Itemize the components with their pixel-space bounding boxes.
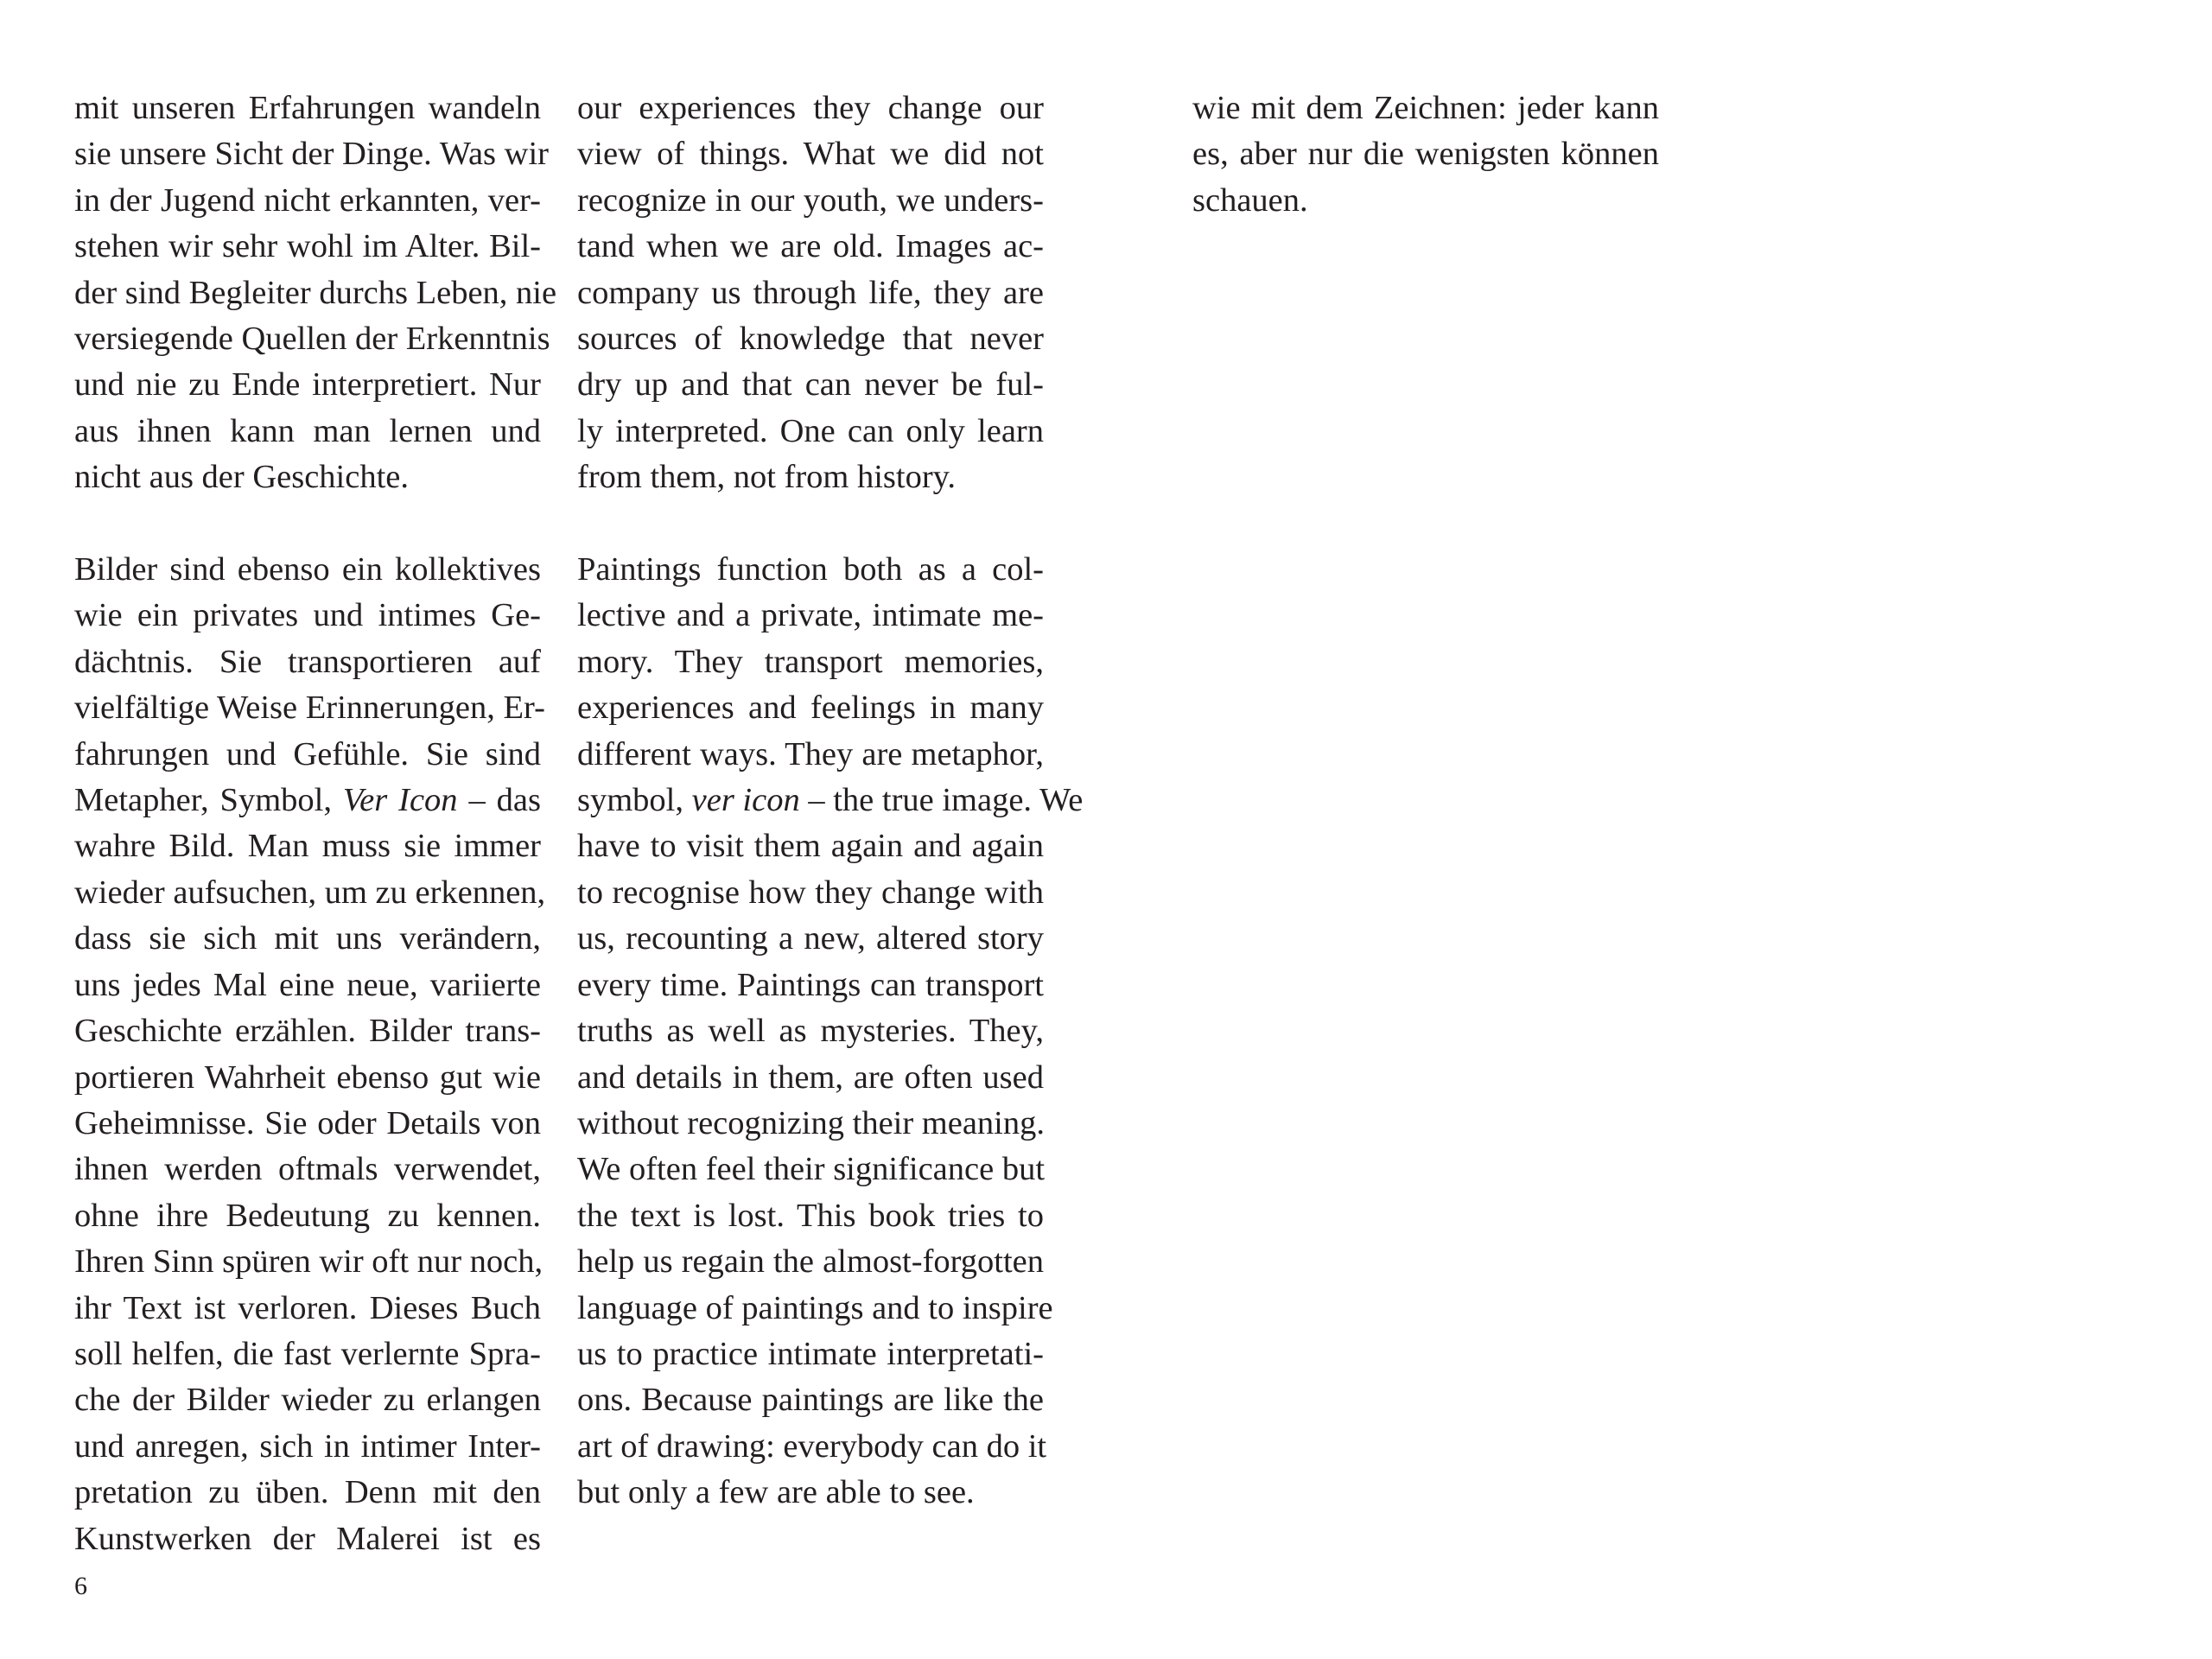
text-segment: Metapher, Symbol, — [74, 782, 343, 819]
text-line: us to practice intimate interpretati- — [577, 1335, 1044, 1372]
text-line: che der Bilder wieder zu erlangen — [74, 1382, 541, 1419]
text-line: wieder aufsuchen, um zu erkennen, — [74, 874, 546, 911]
german-text-column — [74, 86, 557, 1562]
text-line-with-italic — [577, 778, 1084, 823]
text-line: art of drawing: everybody can do it — [577, 1427, 1047, 1465]
text-line: ly interpreted. One can only learn — [577, 412, 1044, 449]
text-line: es, aber nur die wenigsten können — [1192, 136, 1659, 173]
german-paragraph-1 — [74, 86, 557, 501]
text-line: ohne ihre Bedeutung zu kennen. — [74, 1197, 541, 1234]
text-line: help us regain the almost-forgotten — [577, 1243, 1044, 1281]
german-paragraph-2 — [74, 547, 546, 1562]
german-continuation-column — [1192, 86, 1659, 224]
text-line: Geheimnisse. Sie oder Details von — [74, 1104, 541, 1141]
text-line: sie unsere Sicht der Dinge. Was wir — [74, 136, 549, 173]
text-line: ihnen werden oftmals verwendet, — [74, 1151, 541, 1188]
text-line: We often feel their significance but — [577, 1151, 1046, 1188]
text-line: our experiences they change our — [577, 90, 1044, 126]
italic-term: ver icon — [691, 782, 800, 819]
text-line: der sind Begleiter durchs Leben, nie — [74, 274, 557, 311]
text-line: sources of knowledge that never — [577, 321, 1044, 358]
text-line: und anregen, sich in intimer Inter- — [74, 1427, 541, 1465]
text-line: in der Jugend nicht erkannten, ver- — [74, 181, 541, 219]
text-line: dächtnis. Sie transportieren auf — [74, 643, 541, 680]
text-line: Ihren Sinn spüren wir oft nur noch, — [74, 1243, 543, 1281]
text-line: wahre Bild. Man muss sie immer — [74, 828, 541, 865]
text-line: company us through life, they are — [577, 274, 1044, 311]
text-line: view of things. What we did not — [577, 136, 1044, 173]
text-segment: – das — [457, 782, 541, 819]
text-line: stehen wir sehr wohl im Alter. Bil- — [74, 228, 541, 265]
text-line: the text is lost. This book tries to — [577, 1197, 1044, 1234]
text-line: ihr Text ist verloren. Dieses Buch — [74, 1289, 541, 1326]
text-line: experiences and feelings in many — [577, 690, 1044, 727]
text-line: schauen. — [1192, 181, 1308, 219]
text-line: nicht aus der Geschichte. — [74, 459, 409, 496]
text-line: Bilder sind ebenso ein kollektives — [74, 551, 541, 588]
text-segment: symbol, — [577, 782, 692, 819]
text-line: aus ihnen kann man lernen und — [74, 412, 541, 449]
text-line: truths as well as mysteries. They, — [577, 1013, 1044, 1050]
text-line: tand when we are old. Images ac- — [577, 228, 1044, 265]
text-line: Paintings function both as a col- — [577, 551, 1044, 588]
text-line: without recognizing their meaning. — [577, 1104, 1045, 1141]
text-line: soll helfen, die fast verlernte Spra- — [74, 1335, 541, 1372]
text-line: dass sie sich mit uns verändern, — [74, 920, 541, 957]
text-line: portieren Wahrheit ebenso gut wie — [74, 1058, 541, 1096]
text-line: Geschichte erzählen. Bilder trans- — [74, 1013, 541, 1050]
text-line: wie mit dem Zeichnen: jeder kann — [1192, 90, 1659, 126]
text-line: but only a few are able to see. — [577, 1474, 975, 1511]
text-line: and details in them, are often used — [577, 1058, 1044, 1096]
english-text-column — [577, 86, 1084, 1516]
text-line: mory. They transport memories, — [577, 643, 1044, 680]
text-line: recognize in our youth, we unders- — [577, 181, 1044, 219]
text-line: wie ein privates und intimes Ge- — [74, 597, 541, 634]
text-line: from them, not from history. — [577, 459, 957, 496]
text-line: different ways. They are metaphor, — [577, 735, 1044, 772]
text-line: und nie zu Ende interpretiert. Nur — [74, 366, 541, 404]
text-line: lective and a private, intimate me- — [577, 597, 1044, 634]
text-line-with-italic — [74, 778, 541, 823]
german-continuation-paragraph — [1192, 86, 1659, 224]
text-line: language of paintings and to inspire — [577, 1289, 1053, 1326]
text-line: mit unseren Erfahrungen wandeln — [74, 90, 541, 126]
page-number: 6 — [74, 1572, 87, 1600]
text-line: have to visit them again and again — [577, 828, 1044, 865]
text-line: versiegende Quellen der Erkenntnis — [74, 321, 550, 358]
english-paragraph-1 — [577, 86, 1044, 501]
text-line: to recognise how they change with — [577, 874, 1044, 911]
text-line: Kunstwerken der Malerei ist es — [74, 1520, 541, 1557]
text-line: every time. Paintings can transport — [577, 966, 1044, 1003]
italic-term: Ver Icon — [342, 782, 458, 819]
text-line: uns jedes Mal eine neue, variierte — [74, 966, 541, 1003]
text-line: fahrungen und Gefühle. Sie sind — [74, 735, 541, 772]
text-line: pretation zu üben. Denn mit den — [74, 1474, 541, 1511]
text-line: dry up and that can never be ful- — [577, 366, 1044, 404]
text-line: vielfältige Weise Erinnerungen, Er- — [74, 690, 545, 727]
text-line: ons. Because paintings are like the — [577, 1382, 1044, 1419]
text-line: us, recounting a new, altered story — [577, 920, 1044, 957]
english-paragraph-2 — [577, 547, 1084, 1516]
text-segment: – the true image. We — [799, 782, 1084, 819]
